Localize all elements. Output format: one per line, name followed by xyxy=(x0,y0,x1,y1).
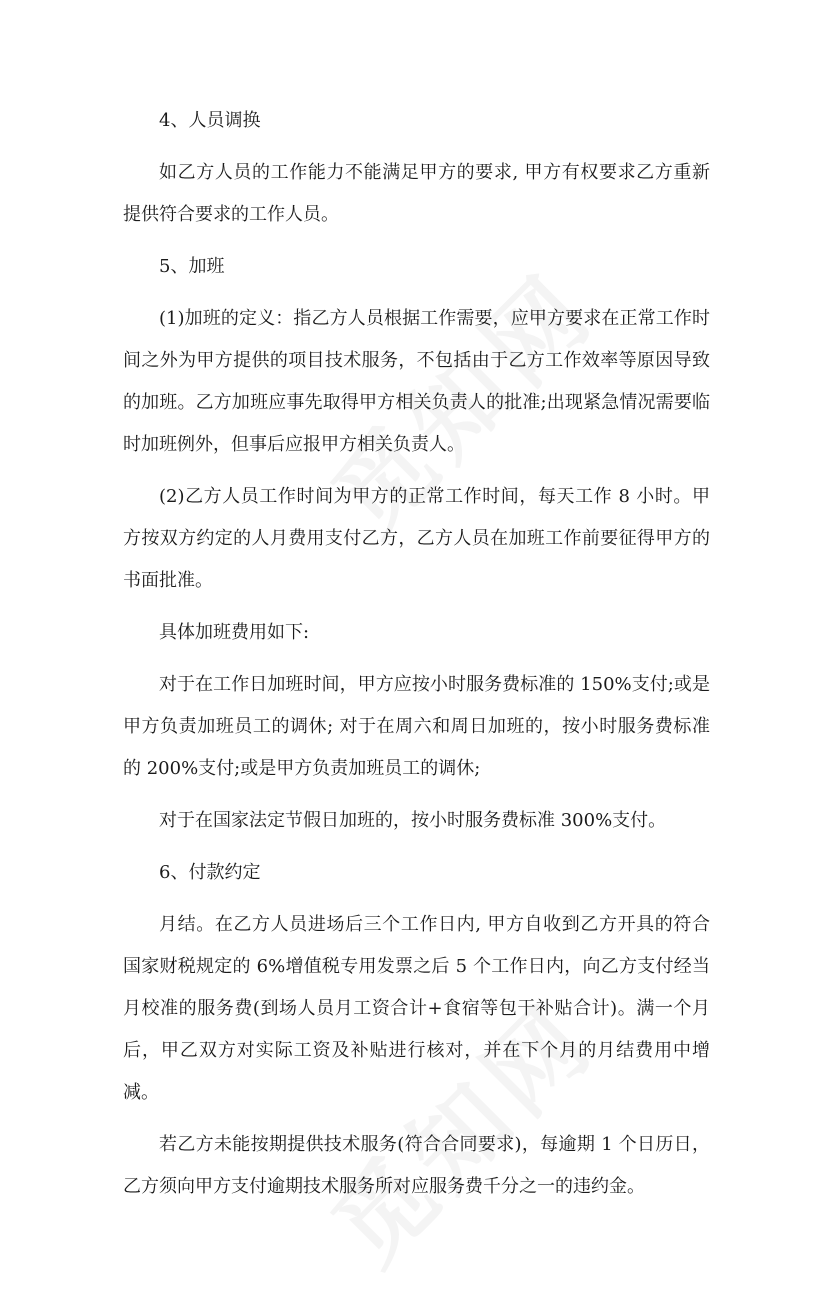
document-body xyxy=(123,100,710,1218)
paragraph: 对于在国家法定节假日加班的，按小时服务费标准 300%支付。 xyxy=(159,810,667,831)
section-heading-payment-terms: 6、付款约定 xyxy=(159,862,261,883)
paragraph: 对于在工作日加班时间，甲方应按小时服务费标准的 150%支付;或是甲方负责加班员工的调休; 对于在周六和周日加班的，按小时服务费标准的 200%支付;或是甲方负责加班员工的调休; xyxy=(123,674,710,779)
paragraph: 如乙方人员的工作能力不能满足甲方的要求, 甲方有权要求乙方重新提供符合要求的工作人员。 xyxy=(123,162,710,225)
section-heading-overtime: 5、加班 xyxy=(159,256,225,277)
paragraph: 具体加班费用如下: xyxy=(159,622,310,643)
paragraph: (1)加班的定义：指乙方人员根据工作需要，应甲方要求在正常工作时间之外为甲方提供的项目技术服务，不包括由于乙方工作效率等原因导致的加班。乙方加班应事先取得甲方相关负责人的批准;出现紧急情况需要临时加班例外，但事后应报甲方相关负责人。 xyxy=(123,308,710,455)
paragraph: (2)乙方人员工作时间为甲方的正常工作时间，每天工作 8 小时。甲方按双方约定的人月费用支付乙方，乙方人员在加班工作前要征得甲方的书面批准。 xyxy=(123,486,710,591)
paragraph: 若乙方未能按期提供技术服务(符合合同要求)，每逾期 1 个日历日，乙方须向甲方支付逾期技术服务所对应服务费千分之一的违约金。 xyxy=(123,1134,710,1197)
paragraph: 月结。在乙方人员进场后三个工作日内, 甲方自收到乙方开具的符合国家财税规定的 6%增值税专用发票之后 5 个工作日内，向乙方支付经当月校准的服务费(到场人员月工资合计+食宿等包干补贴合计)。满一个月后，甲乙双方对实际工资及补贴进行核对，并在下个月的月结费用中增减。 xyxy=(123,914,710,1103)
section-heading-personnel-replacement: 4、人员调换 xyxy=(159,110,261,131)
